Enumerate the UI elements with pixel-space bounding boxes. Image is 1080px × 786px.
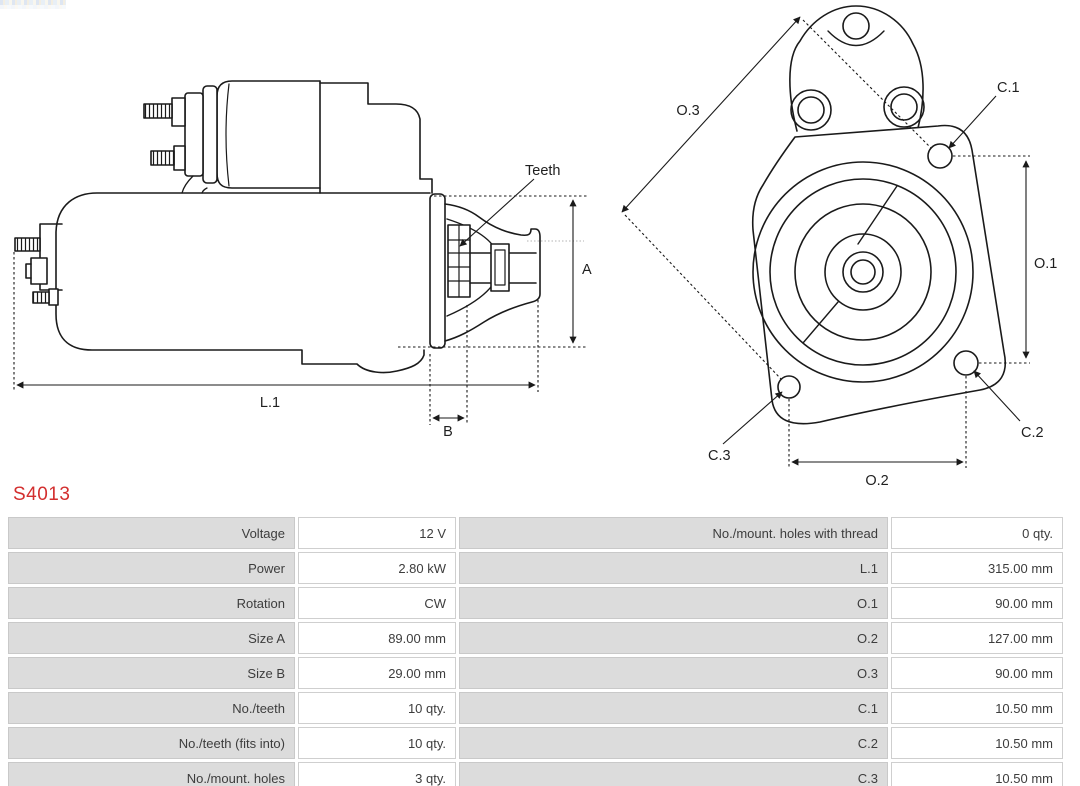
c3-leader [723, 392, 782, 444]
dim-l1-label: L.1 [259, 395, 281, 411]
solenoid [217, 81, 320, 188]
spec-value-cell: 29.00 mm [298, 657, 456, 689]
spec-label-cell: Size B [8, 657, 295, 689]
teeth-label: Teeth [525, 163, 561, 179]
spec-value-cell: 90.00 mm [891, 657, 1063, 689]
table-row [8, 552, 1063, 584]
left-lobe-hole [798, 97, 824, 123]
spec-label-cell: L.1 [459, 552, 888, 584]
spec-value-cell: 10 qty. [298, 692, 456, 724]
dim-c2-label: C.2 [1021, 425, 1044, 441]
front-view [753, 6, 1006, 424]
motor-body [56, 193, 430, 373]
dim-a-label: A [582, 262, 592, 278]
table-row [8, 657, 1063, 689]
spec-value-cell: 89.00 mm [298, 622, 456, 654]
part-number: S4013 [13, 484, 71, 505]
table-row [8, 692, 1063, 724]
table-row [8, 727, 1063, 759]
dim-c3-label: C.3 [708, 448, 731, 464]
left-bolt-thread [33, 292, 49, 303]
solenoid-stud-lower [151, 151, 174, 165]
table-row [8, 762, 1063, 786]
spec-label-cell: O.3 [459, 657, 888, 689]
table-row [8, 517, 1063, 549]
spec-table [5, 514, 1069, 786]
spec-value-cell: 3 qty. [298, 762, 456, 786]
rear-bracket [320, 83, 432, 193]
right-lobe-hole [891, 94, 917, 120]
spec-label-cell: Rotation [8, 587, 295, 619]
spec-label-cell: No./teeth (fits into) [8, 727, 295, 759]
dim-o2-label: O.2 [865, 473, 889, 489]
spec-value-cell: 10.50 mm [891, 692, 1063, 724]
spec-label-cell: No./mount. holes [8, 762, 295, 786]
solenoid-stud-upper [144, 104, 172, 118]
spec-label-cell: O.1 [459, 587, 888, 619]
table-row [8, 622, 1063, 654]
spec-label-cell: No./mount. holes with thread [459, 517, 888, 549]
mounting-plate [753, 126, 1006, 424]
table-row [8, 587, 1063, 619]
spec-value-cell: 12 V [298, 517, 456, 549]
spec-value-cell: 0 qty. [891, 517, 1063, 549]
left-stud-thread [15, 238, 40, 251]
solenoid-cap-1 [203, 86, 217, 183]
spec-label-cell: C.1 [459, 692, 888, 724]
spec-value-cell: 2.80 kW [298, 552, 456, 584]
spec-label-cell: C.3 [459, 762, 888, 786]
side-view-dimensions [14, 179, 588, 425]
spec-value-cell: 315.00 mm [891, 552, 1063, 584]
drive-flange [430, 194, 445, 348]
spec-value-cell: 10 qty. [298, 727, 456, 759]
spec-value-cell: 127.00 mm [891, 622, 1063, 654]
spec-value-cell: 10.50 mm [891, 762, 1063, 786]
left-nut [31, 258, 47, 284]
spec-value-cell: 90.00 mm [891, 587, 1063, 619]
spec-value-cell: CW [298, 587, 456, 619]
side-view [15, 81, 540, 373]
dim-c1-label: C.1 [997, 80, 1020, 96]
dim-b-label: B [443, 424, 453, 440]
spec-label-cell: Size A [8, 622, 295, 654]
spec-label-cell: Voltage [8, 517, 295, 549]
top-bracket [790, 6, 923, 131]
dim-o1-label: O.1 [1034, 256, 1058, 272]
top-hole [843, 13, 869, 39]
spec-value-cell: 10.50 mm [891, 727, 1063, 759]
c1-leader [949, 96, 996, 148]
spec-label-cell: Power [8, 552, 295, 584]
spec-label-cell: O.2 [459, 622, 888, 654]
solenoid-cap-2 [185, 93, 203, 176]
spec-label-cell: No./teeth [8, 692, 295, 724]
spec-label-cell: C.2 [459, 727, 888, 759]
dim-o3-label: O.3 [676, 103, 700, 119]
